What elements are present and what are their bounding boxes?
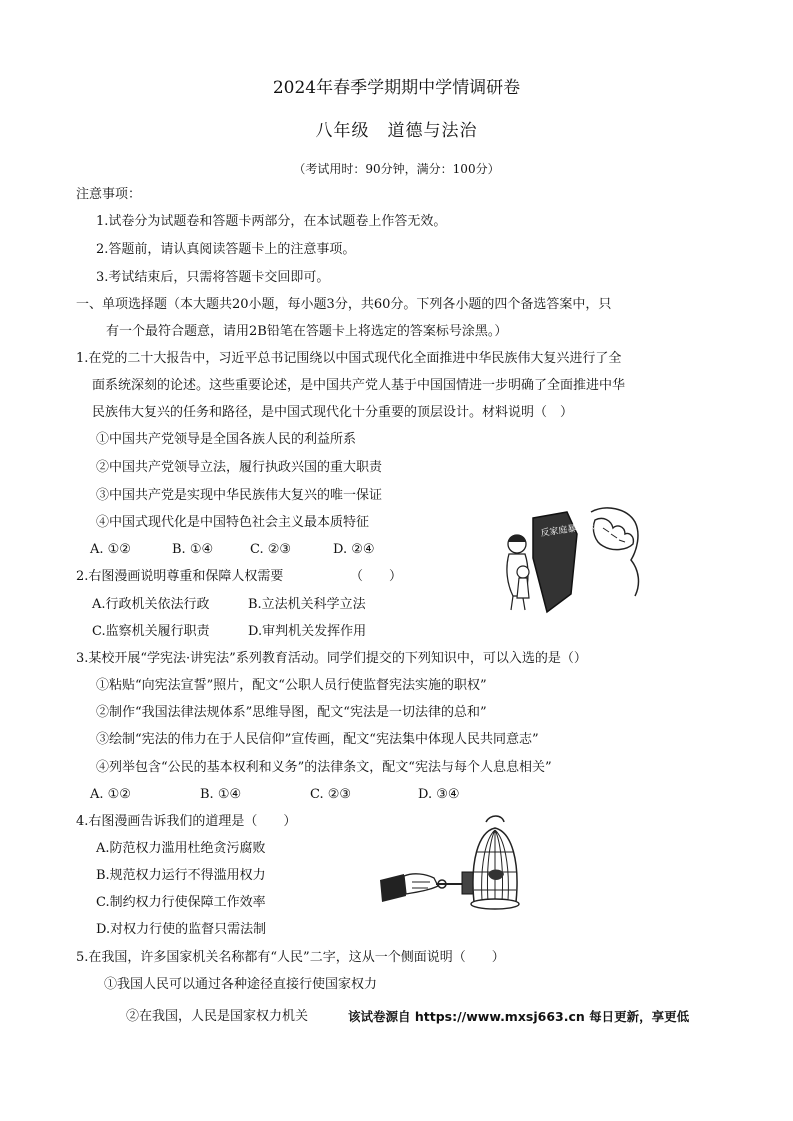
option-c: C. ②③: [250, 542, 292, 557]
option-c: C. ②③: [310, 787, 352, 802]
statement: ①中国共产党领导是全国各族人民的利益所系: [96, 432, 357, 447]
option-a: A. ①②: [90, 542, 131, 557]
option-b: B.立法机关科学立法: [248, 597, 366, 612]
statement: ②中国共产党领导立法，履行执政兴国的重大职责: [96, 460, 383, 475]
notice-heading: 注意事项：: [76, 187, 142, 202]
option-c: C.监察机关履行职责: [92, 624, 210, 639]
notice-item: 1.试卷分为试题卷和答题卡两部分，在本试题卷上作答无效。: [96, 214, 447, 229]
section-heading: 一、单项选择题（本大题共20小题，每小题3分，共60分。下列各小题的四个备选答案中，只: [76, 297, 612, 312]
statement: ④中国式现代化是中国特色社会主义最本质特征: [96, 515, 370, 530]
option-b: B. ①④: [172, 542, 214, 557]
option-d: D. ②④: [333, 542, 375, 557]
exam-info: （考试用时：90分钟，满分：100分）: [293, 162, 500, 176]
option-a: A.防范权力滥用杜绝贪污腐败: [96, 841, 266, 856]
cage-key-cartoon: [378, 812, 538, 930]
question-stem: 5.在我国，许多国家机关名称都有“人民”二字，这从一个侧面说明（ ）: [76, 950, 505, 965]
statement: ①粘贴“向宪法宣誓”照片，配文“公职人员行使监督宪法实施的职权”: [96, 678, 487, 693]
option-a: A.行政机关依法行政: [92, 597, 210, 612]
subject-title: 八年级 道德与法治: [315, 121, 478, 141]
notice-item: 2.答题前，请认真阅读答题卡上的注意事项。: [96, 242, 356, 257]
question-stem: 2.右图漫画说明尊重和保障人权需要: [76, 569, 284, 584]
statement: ①我国人民可以通过各种途径直接行使国家权力: [104, 977, 378, 992]
notice-item: 3.考试结束后，只需将答题卡交回即可。: [96, 270, 330, 285]
statement: ②制作“我国法律法规体系”思维导图，配文“宪法是一切法律的总和”: [96, 705, 487, 720]
shield-label: 反家庭暴力法: [540, 521, 595, 539]
question-stem: 4.右图漫画告诉我们的道理是（ ）: [76, 814, 297, 829]
question-stem: 面系统深刻的论述。这些重要论述，是中国共产党人基于中国国情进一步明确了全面推进中华: [92, 378, 626, 393]
page-title: 2024年春季学期期中学情调研卷: [272, 78, 521, 98]
statement: ③绘制“宪法的伟力在于人民信仰”宣传画，配文“宪法集中体现人民共同意志”: [96, 732, 539, 747]
option-d: D. ③④: [418, 787, 460, 802]
watermark: 该试卷源自 https://www.mxsj663.cn 每日更新，享更低: [348, 1009, 690, 1024]
question-stem: 民族伟大复兴的任务和路径，是中国式现代化十分重要的顶层设计。材料说明（ ）: [92, 405, 574, 420]
domestic-violence-cartoon: [495, 498, 645, 616]
option-d: D.审判机关发挥作用: [248, 624, 367, 639]
statement: ②在我国，人民是国家权力机关: [126, 1009, 309, 1024]
option-c: C.制约权力行使保障工作效率: [96, 895, 266, 910]
answer-paren: （ ）: [350, 569, 403, 584]
statement: ③中国共产党是实现中华民族伟大复兴的唯一保证: [96, 488, 383, 503]
option-b: B. ①④: [200, 787, 242, 802]
option-b: B.规范权力运行不得滥用权力: [96, 868, 266, 883]
question-stem: 1.在党的二十大报告中，习近平总书记围绕以中国式现代化全面推进中华民族伟大复兴进行了全: [76, 351, 622, 366]
question-stem: 3.某校开展“学宪法·讲宪法”系列教育活动。同学们提交的下列知识中，可以入选的是（）: [76, 651, 587, 666]
statement: ④列举包含“公民的基本权利和义务”的法律条文，配文“宪法与每个人息息相关”: [96, 760, 552, 775]
option-a: A. ①②: [90, 787, 131, 802]
option-d: D.对权力行使的监督只需法制: [96, 922, 267, 937]
section-instructions: 有一个最符合题意，请用2B铅笔在答题卡上将选定的答案标号涂黑。）: [106, 324, 508, 339]
